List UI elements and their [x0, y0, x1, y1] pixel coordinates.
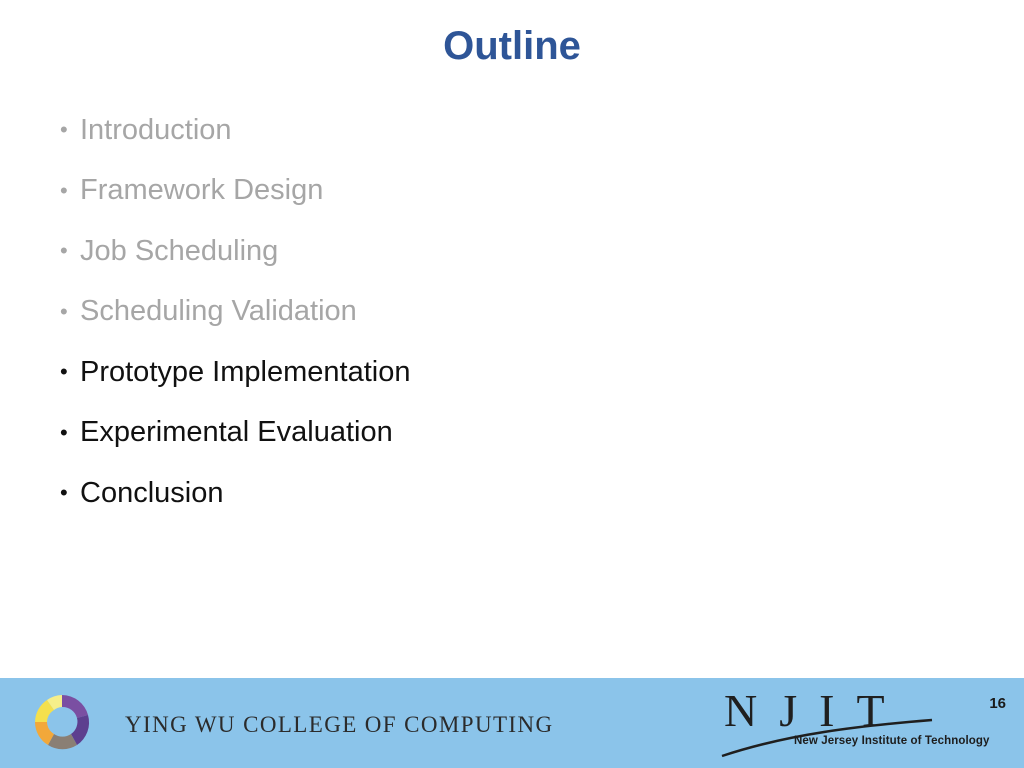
- bullet-icon: •: [60, 177, 68, 203]
- njit-logo-text: NJIT: [724, 686, 907, 736]
- outline-item-label: Scheduling Validation: [80, 295, 357, 328]
- bullet-icon: •: [60, 359, 68, 385]
- outline-list: [60, 100, 410, 524]
- outline-item-label: Framework Design: [80, 174, 324, 207]
- outline-item-label: Conclusion: [80, 476, 224, 509]
- footer-band: [0, 678, 1024, 768]
- outline-item-label: Experimental Evaluation: [80, 416, 393, 449]
- bullet-icon: •: [60, 298, 68, 324]
- college-ring-logo-icon: [22, 691, 102, 753]
- bullet-icon: •: [60, 238, 68, 264]
- outline-item-introduction: [60, 100, 410, 161]
- bullet-icon: •: [60, 117, 68, 143]
- page-number: 16: [989, 695, 1006, 712]
- outline-item-scheduling-validation: [60, 282, 410, 343]
- outline-item-experimental-evaluation: [60, 403, 410, 464]
- bullet-icon: •: [60, 480, 68, 506]
- outline-item-label: Job Scheduling: [80, 234, 279, 267]
- outline-item-conclusion: [60, 463, 410, 524]
- college-name: YING WU COLLEGE OF COMPUTING: [125, 712, 554, 737]
- outline-item-job-scheduling: [60, 221, 410, 282]
- njit-logo: [718, 686, 998, 764]
- outline-item-label: Introduction: [80, 113, 232, 146]
- njit-subtitle: New Jersey Institute of Technology: [794, 735, 990, 747]
- bullet-icon: •: [60, 419, 68, 445]
- slide-title: Outline: [443, 24, 581, 68]
- outline-item-prototype-implementation: [60, 342, 410, 403]
- outline-item-framework-design: [60, 161, 410, 222]
- outline-item-label: Prototype Implementation: [80, 355, 411, 388]
